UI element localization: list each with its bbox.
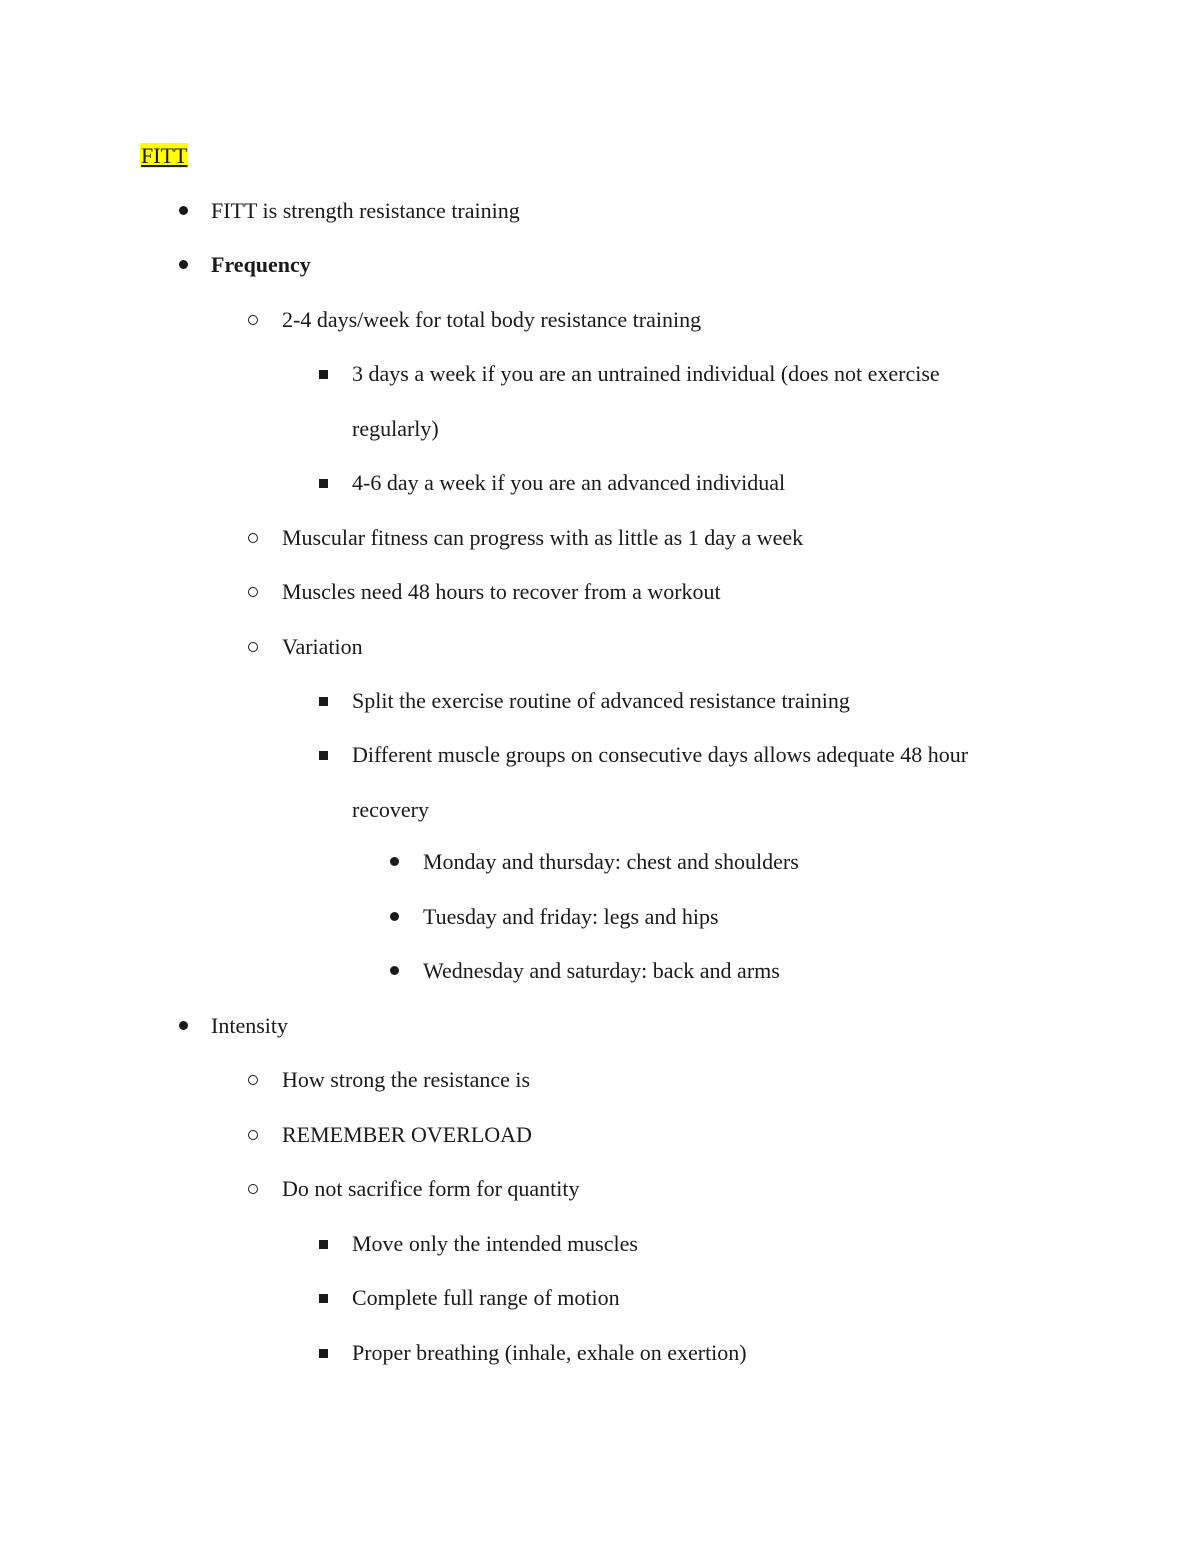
circle-bullet-icon: [248, 305, 262, 335]
square-bullet-icon: [319, 468, 333, 498]
list-item: Monday and thursday: chest and shoulders: [423, 849, 799, 874]
list-item: FITT is strength resistance training: [211, 198, 520, 223]
list-item: 2-4 days/week for total body resistance training: [282, 307, 702, 332]
circle-bullet-icon: [248, 1174, 262, 1204]
disc-bullet-icon: [179, 250, 193, 280]
list-item: Split the exercise routine of advanced resistance training: [352, 688, 850, 713]
document-title: [140, 141, 188, 171]
square-bullet-icon: [319, 1338, 333, 1368]
disc-bullet-icon: [179, 1011, 193, 1041]
list-item: 4-6 day a week if you are an advanced individual: [352, 470, 786, 495]
square-bullet-icon: [319, 1283, 333, 1313]
square-bullet-icon: [319, 686, 333, 716]
section-heading-frequency: Frequency: [211, 252, 311, 277]
list-item: Tuesday and friday: legs and hips: [423, 904, 719, 929]
square-bullet-icon: [319, 1229, 333, 1259]
list-item: Do not sacrifice form for quantity: [282, 1176, 580, 1201]
list-item: Wednesday and saturday: back and arms: [423, 958, 780, 983]
list-item: Proper breathing (inhale, exhale on exertion): [352, 1340, 747, 1365]
list-item: Move only the intended muscles: [352, 1231, 638, 1256]
disc-bullet-icon: [390, 847, 404, 877]
title-highlight: FITT: [141, 143, 188, 168]
disc-bullet-icon: [390, 902, 404, 932]
section-heading-intensity: Intensity: [211, 1013, 288, 1038]
list-item-continuation: regularly): [352, 416, 439, 441]
circle-bullet-icon: [248, 1065, 262, 1095]
list-item: Muscles need 48 hours to recover from a workout: [282, 579, 721, 604]
square-bullet-icon: [319, 740, 333, 770]
circle-bullet-icon: [248, 632, 262, 662]
disc-bullet-icon: [179, 196, 193, 226]
disc-bullet-icon: [390, 956, 404, 986]
circle-bullet-icon: [248, 523, 262, 553]
circle-bullet-icon: [248, 577, 262, 607]
list-item: REMEMBER OVERLOAD: [282, 1122, 532, 1147]
square-bullet-icon: [319, 359, 333, 389]
list-item: Complete full range of motion: [352, 1285, 620, 1310]
list-item: Variation: [282, 634, 363, 659]
list-item: How strong the resistance is: [282, 1067, 531, 1092]
list-item: Muscular fitness can progress with as little as 1 day a week: [282, 525, 804, 550]
list-item-continuation: recovery: [352, 797, 429, 822]
list-item: Different muscle groups on consecutive days allows adequate 48 hour: [352, 742, 969, 767]
circle-bullet-icon: [248, 1120, 262, 1150]
list-item: 3 days a week if you are an untrained individual (does not exercise: [352, 361, 940, 386]
